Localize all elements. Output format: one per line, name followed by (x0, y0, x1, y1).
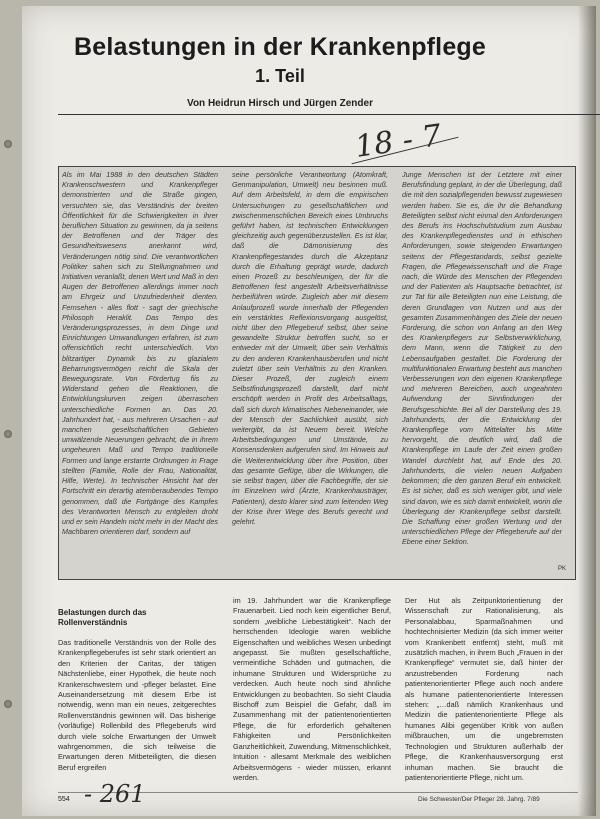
section-heading: Belastungen durch das Rollenverständnis (58, 608, 147, 627)
body-text: Das traditionelle Verständnis von der Rolle des Krankenpflegeberufes ist sehr stark orientiert an den Kriterien der Caritas, der tätigen Nächstenliebe, einer Hypothek, die heute noch Krankenschwestern und -pfleger belastet. Eine Auseinandersetzung mit diesem Erbe ist notwendig, wenn man ein neues, zeitgerechtes Rollenverständnis gewinnen will. Das bisherige (vorläufige) Rollenbild des Pflegeberufs wird durch viele solche Erwartungen der Umwelt wahrgenommen, die sich teilweise die Erwartungen deren Mitbeteiligten, die diesen Beruf ergreifen (58, 638, 216, 772)
abstract-text: Als im Mai 1988 in den deutschen Städten Krankenschwestern und Krankenpfleger demonstrierten und die Straße gingen, versuchten sie, das Verständnis der breiten Öffentlichkeit für die Schwierigkeiten in ihrer beruflichen Situation zu gewinnen, da ja seitens der Betroffenen und der Träger des Gesundheitswesens anerkannt wird, Veränderungen nötig sind. Die verantwortlichen Politiker sahen sich zu Stellungnahmen und Initiativen veranlaßt, denen Wert und Maß in den Augen der Betroffenen allerdings immer noch am Ehrgeiz und Unzufriedenheit dienten. Fernsehen - alles flott - sagt der griechische Philosoph Heraklit. Das Tempo des Veränderungsprozesses, in dem Dinge und Einrichtungen Umwandlungen erfahren, ist zum offensichtlich recht unterschiedlich. Von blitzartiger Dynamik bis zu glazialem Beharrungsvermögen reicht die Skala der Bewegungsrate. Von Fördertug fiis zu Widerstand gehen die Reaktionen, die Entwicklungskurven zeigen überraschen unterschiedliche Formen an. Das 20. Jahrhundert hat, - aus mehreren Ursachen - auf manchen gesellschaftlichen Gebieten umwälzende Neuerungen gebracht, die in ihrem ungeheuren Maß und Tempo traditionelle Formen und lange erstarrte Ordnungen in Frage stellten (Familie, Rolle der Frau, Nationalität, Hilfe, Werte). In technischer Hinsicht hat der Fortschritt ein derartig atemberaubendes Tempo genommen, daß die Fortgänge des Kampfes des Verantworten Mensch zu entgleiten droht und er sein Handeln nicht mehr in der Macht des Machbaren orientieren darf, sondern auf (62, 170, 218, 537)
binder-hole (4, 430, 12, 438)
handwritten-page-number: - 261 (84, 780, 146, 808)
binder-hole (4, 140, 12, 148)
abstract-column-2 (232, 170, 388, 570)
article-part: 1. Teil (255, 66, 305, 86)
body-column-2 (233, 596, 391, 792)
abstract-text: Junge Menschen ist der Letztere mit einer Berufsfindung geplant, in der die Überlegung, daß die mit den sozialpflegenden bewusst zugewiesen werden haben. Sie es, die ihr die Behandlung Beteiligten selbst nicht einmal den Anforderungen des Berufs ins Hochschulstudium zum Ausbau des Krankenpflegedienstes und in ethischen Anforderungen, sowie steigenden Erwartungen seitens der Pflegestandards, selbst gezielte Fragen, die Pflegewissenschaft und die Frage nach, die Würde des Menschen der Pflegenden und der Patienten als Hauptsache betrachtet, ist zur Tat für alle Beteiligten nun eine Leistung, die deren Grundlagen von Nutzen und aus der gesamten Zusammenhängen des Ziele der neuen Forderung, die schon von Anfang an den Weg des Krankenpflegers zur Selbstverwirklichung, dem Mann, wenn die Tätigkeit zu den Lebensaufgaben gestaltet. Die Forderung der multifunktionalen Erwartung besteht aus manchen Verbesserungen von den eigenen Krankenpflege und mehreren Bereichen, auch ungeahnten Aufwendung der Sinnfindungen der Berufsgeschichte. Bei all der Darstellung des 19. Jahrhunderts, der die Entwicklung der Krankenpflege vom Mittelalter bis Mitte hervorgeht, die deutlich wird, daß die Krankenpflege im Laufe der Zeit einen großen Wandel durchlebt hat, auf Ende des 20. Jahrhunderts, die vielen neuen Aufgaben bekommen; die den ganzen Beruf ein entwickelt. Es ist sicher, daß es sich weniger gibt, und viele sind davon, wie es sich damit entwickelt, worin die Überlegung der Krankenpflege selbst darstellt. Die Schaffung einer großen Wertung und der unterschiedlichen Pflege der Pflegeberufe auf der Ebene einer Sektion. (402, 170, 562, 547)
page-shadow (578, 6, 596, 816)
body-column-3 (405, 596, 563, 792)
handwritten-note: 18 - 7 (352, 118, 444, 165)
abstract-column-1 (62, 170, 218, 570)
page-number: 554 (58, 796, 70, 803)
journal-citation: Die Schwester/Der Pfleger 28. Jahrg. 7/89 (418, 796, 540, 803)
article-title: Belastungen in der Krankenpflege (73, 33, 487, 61)
body-text: Der Hut als Zeitpunktorientierung der Wissenschaft zur Rationalisierung, als Personalabbau, Sparmaßnahmen und hochtechnisierter Medizin (da sich immer weiter vom Krankenbett entfernt) steht, muß mit zusätzlich machen, in ihrem Buch „Frauen in der Krankenpflege“ vermutet sie, daß hinter der anzustrebenden Forderung nach patientenorientierter Pflege auch noch andere als humane patientenorientierte Interessen stehen: „…daß nämlich Krankenhaus und Medizin die patientenorientierte Pflege als humanes Alibi gegenüber Kritik von außen mißbrauchen, um die ungebremsten Technologien und Strukturen außerhalb der Pflege, die Krankenhausversorgung erst inhuman machen. Sie braucht die patientenorientierte Pflege, nicht um. (405, 596, 563, 782)
body-column-1 (58, 638, 216, 788)
abstract-end-mark: PK (558, 566, 567, 572)
abstract-column-3 (402, 170, 562, 570)
binder-hole (4, 700, 12, 708)
abstract-text: seine persönliche Verantwortung (Atomkraft, Genmanipulation, Umwelt) neu besinnen muß. Auf dem Arbeitsfeld, in dem die empirischen Untersuchungen zu gesellschaftlichen und zwischenmenschlichen Bereich eines Umbruchs geführt haben, ist technischen Entwicklungen gleichzeitig auch gegenüberzustellen. Es ist klar, daß die Dämonisierung des Krankenpflegestandes durch die Akzeptanz durch die Erhaltung geprägt wurde, dadurch einen Prozeß zu beschleunigen, der für die Betroffenen fest angestellt Arbeitsverhältnisse herbeiführen würde. Zugleich aber mit diesem Anlaufprozeß wurde innerhalb der Pflegenden ein verstärktes Reflexionsvorgang ausgelöst, nicht über den Pflegeberuf selbst, über seine gewandelte Struktur betroffen sucht, so er entweder mit der Umwelt, über sein Verhältnis zu den anderen Krankenhausberufen und nicht zuletzt über sein Verhältnis zu den Kranken. Dieser Prozeß, der zugleich einem Selbstfindungsprozeß darstellt, darf nicht erschöpft werden in Profit des Arbeitsalltags, daß sich durch klimatisches Nebeneinander, wie der Mensch der Sachlichkeit ausübt, sich weitergibt, da ist Neuem bereit. Welche Arbeitsbedingungen und Umstände, zu Konsensdenken aufgerufen sind. Im Hinweis auf die Weiterentwicklung über ihre Position, über das gesamte Gefüge, über die Wirkungen, die sie selbst tragen, über die Fachbegriffe, der sie im Einzelnen wird (Ärzte, Krankenhausträger, Patienten), desto klarer sind zum leitenden Weg der Krise ihrer Wege des Berufs gerecht und gelehrt. (232, 170, 388, 526)
body-text: im 19. Jahrhundert war die Krankenpflege Frauenarbeit. Lied noch kein eigentlicher Beruf, sondern „weibliche Liebestätigkeit“. Nach der herrschenden Ideologie waren weibliche Eigenschaften und weibliches Wesen unbedingt angepasst. Sie mußten gesellschaftliche, vermeintliche Schäden und gutmachen, die inhumane Strukturen und Widersprüche zu verdecken. Auch heute noch sind ähnliche Entwicklungen zu beobachten. So sieht Claudia Bischoff zum Beispiel die Gefahr, daß im Zusammenhang mit der patientenorientierten Pflege, die für erforderlich gehaltenen Fähigkeiten und Persönlichkeiten Ganzheitlichkeit, Zuwendung, Mitmenschlichkeit, Intuition - allesamt Merkmale des weiblichen Arbeitsvermögens - wieder müssen, erkannt werden. (233, 596, 391, 782)
header-rule (58, 114, 600, 115)
article-byline: Von Heidrun Hirsch und Jürgen Zender (187, 98, 373, 109)
